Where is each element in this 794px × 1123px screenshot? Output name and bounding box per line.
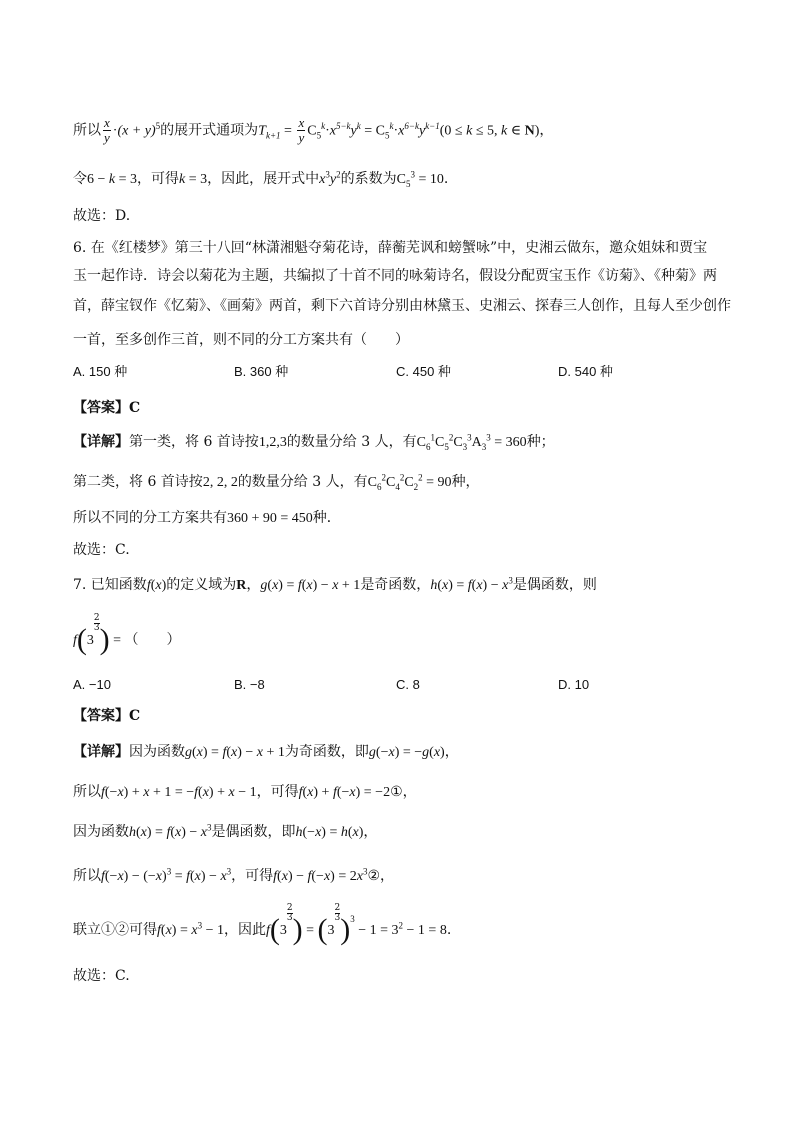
q7-option-b: B. −8 <box>234 677 265 692</box>
q7-choice: 故选：C. <box>73 968 130 984</box>
q7-detail-line-5: 联立①②可得$f(x) = x^3 - 1$，因此f(3 $\frac{2}{3}$ ) = (3 $\frac{2}{3}$ )$^3 - 1 = 3^2 - 1 = 8$. <box>73 903 452 946</box>
q5-expansion-line: 所以 $\frac{x}{y}$ $\cdot(x + y)^5$的展开式通项为$T_{k+1}$ = $\frac{x}{y}$ $C_5^k\cdot x^{5-k}y^k = C_5^k\cdot x^{6-k}y^{k-1}(0 \le k \le 5$, k ∈ N)， <box>73 115 554 145</box>
q5-solve-line: 令6 − k = 3，可得k = 3，因此，展开式中$x^3y^2$的系数为$C_5^3 = 10$. <box>73 169 449 189</box>
q6-detail-line-2: 第二类，将 6 首诗按2, 2, 2的数量分给 3 人，有$C_6^2C_4^2C_2^2 = 90$种， <box>73 472 480 492</box>
q7-detail-line-1: 【详解】因为函数g(x) = f(x) − x + 1为奇函数，即g(−x) = −g(x)， <box>73 744 459 760</box>
q7-option-d: D. 10 <box>558 677 590 692</box>
q6-stem-line-3: 首，薛宝钗作《忆菊》、《画菊》两首，剩下六首诗分别由林黛玉、史湘云、探春三人创作，且每人至少创作 <box>73 298 731 314</box>
q6-option-a: A. 150 种 <box>73 364 128 379</box>
q7-stem-line-1: 7. 已知函数f(x)的定义域为R，g(x) = f(x) − x + 1是奇函数，$h(x) = f(x) - x^3$是偶函数，则 <box>73 575 597 593</box>
q7-option-c: C. 8 <box>396 677 420 692</box>
q6-detail-line-1: 【详解】第一类，将 6 首诗按1,2,3的数量分给 3 人，有$C_6^1C_5^2C_3^3A_3^3 = 360$种； <box>73 432 555 452</box>
q7-answer: 【答案】C <box>73 708 141 724</box>
q6-stem-line-1: 6. 在《红楼梦》第三十八回“林潇湘魁夺菊花诗，薛蘅芜讽和螃蟹咏”中，史湘云做东，邀众姐妹和贾宝 <box>73 240 708 256</box>
q6-answer: 【答案】C <box>73 400 141 416</box>
q5-choice: 故选：D. <box>73 208 131 224</box>
q7-stem-line-2: f(3 $\frac{2}{3}$ ) = （ ） <box>73 613 181 656</box>
q7-detail-line-4: 所以$f(-x) - (-x)^3 = f(x) - x^3$，可得$f(x) - f(-x) = 2x^3②$， <box>73 866 395 884</box>
q6-choice: 故选：C. <box>73 542 130 558</box>
q6-option-c: C. 450 种 <box>396 364 451 379</box>
q6-option-b: B. 360 种 <box>234 364 289 379</box>
q7-detail-line-2: 所以f(−x) + x + 1 = −f(x) + x − 1，可得f(x) + f(−x) = −2①， <box>73 784 417 800</box>
q6-option-d: D. 540 种 <box>558 364 613 379</box>
q7-option-a: A. −10 <box>73 677 111 692</box>
q6-stem-line-4: 一首，至多创作三首，则不同的分工方案共有（ ） <box>73 332 409 348</box>
q7-detail-line-3: 因为函数$h(x) = f(x) - x^3$是偶函数，即h(−x) = h(x)， <box>73 822 378 840</box>
q6-detail-line-3: 所以不同的分工方案共有360 + 90 = 450种． <box>73 510 341 526</box>
q6-stem-line-2: 玉一起作诗．诗会以菊花为主题，共编拟了十首不同的咏菊诗名，假设分配贾宝玉作《访菊》、《种菊》两 <box>73 268 717 284</box>
